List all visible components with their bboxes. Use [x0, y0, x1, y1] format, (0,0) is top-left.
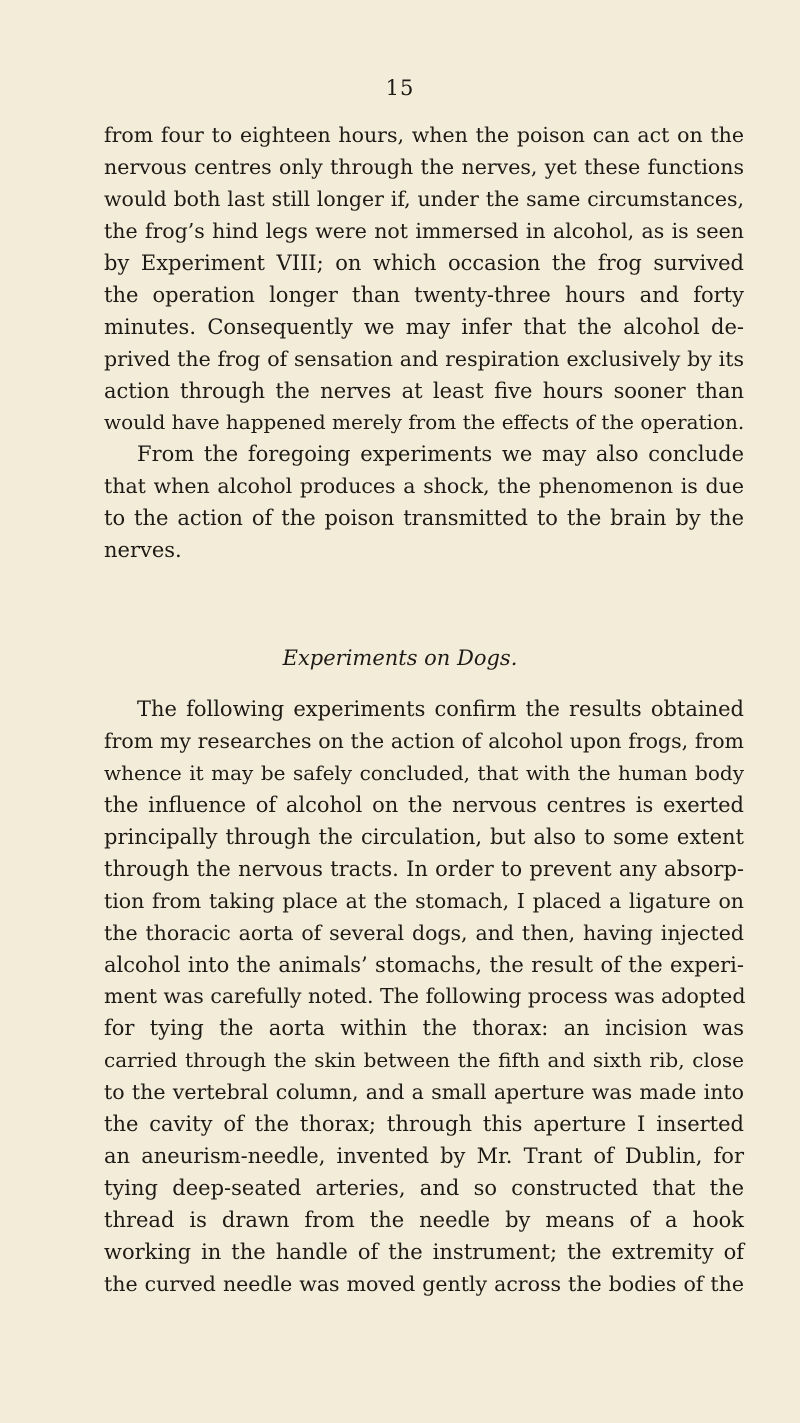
- text-line: alcohol into the animals’ stomachs, the result of the experi-: [104, 952, 744, 977]
- text-line: thread is drawn from the needle by means of a hook: [104, 1208, 744, 1232]
- text-line: ment was carefully noted. The following process was adopted: [104, 984, 746, 1009]
- text-line: tion from taking place at the stomach, I placed a ligature on: [104, 888, 744, 913]
- text-line: that when alcohol produces a shock, the phenomenon is due: [104, 474, 744, 499]
- text-line: an aneurism-needle, invented by Mr. Trant of Dublin, for: [104, 1144, 744, 1169]
- text-line: the thoracic aorta of several dogs, and then, having injected: [104, 920, 744, 945]
- text-line: nerves.: [104, 538, 182, 563]
- text-line: the cavity of the thorax; through this aperture I inserted: [104, 1112, 744, 1137]
- text-line: to the action of the poison transmitted to the brain by the: [104, 506, 744, 531]
- text-line: whence it may be safely concluded, that with the human body: [104, 760, 744, 785]
- text-line: to the vertebral column, and a small aperture was made into: [104, 1080, 744, 1105]
- text-line: working in the handle of the instrument; the extremity of: [104, 1239, 744, 1264]
- text-line: minutes. Consequently we may infer that the alcohol de-: [104, 314, 744, 339]
- text-line: through the nervous tracts. In order to prevent any absorp-: [104, 856, 744, 881]
- text-line: the frog’s hind legs were not immersed in alcohol, as is seen: [104, 218, 744, 243]
- page-number: 15: [385, 76, 415, 100]
- paragraph-3: [104, 694, 744, 1301]
- text-line: for tying the aorta within the thorax: an incision was: [104, 1016, 744, 1041]
- text-line: nervous centres only through the nerves, yet these functions: [104, 154, 744, 179]
- text-line: from my researches on the action of alcohol upon frogs, from: [104, 728, 744, 753]
- text-line: tying deep-seated arteries, and so constructed that the: [104, 1176, 744, 1201]
- text-line: The following experiments confirm the results obtained: [137, 697, 744, 721]
- text-line: From the foregoing experiments we may also conclude: [137, 442, 744, 467]
- text-line: prived the frog of sensation and respiration exclusively by its: [104, 346, 744, 371]
- text-line: from four to eighteen hours, when the poison can act on the: [104, 123, 744, 147]
- text-line: would both last still longer if, under the same circumstances,: [104, 186, 744, 211]
- text-line: by Experiment VIII; on which occasion the frog survived: [104, 250, 744, 275]
- paragraph-1: [104, 120, 744, 567]
- text-line: the operation longer than twenty-three hours and forty: [104, 282, 744, 307]
- text-line: the curved needle was moved gently across the bodies of the: [104, 1271, 744, 1296]
- text-line: would have happened merely from the effects of the operation.: [104, 410, 745, 435]
- text-line: the influence of alcohol on the nervous centres is exerted: [104, 792, 744, 817]
- text-line: action through the nerves at least five hours sooner than: [104, 378, 744, 403]
- text-line: principally through the circulation, but also to some extent: [104, 824, 744, 849]
- text-line: carried through the skin between the fifth and sixth rib, close: [104, 1048, 744, 1073]
- section-heading: Experiments on Dogs.: [282, 646, 518, 670]
